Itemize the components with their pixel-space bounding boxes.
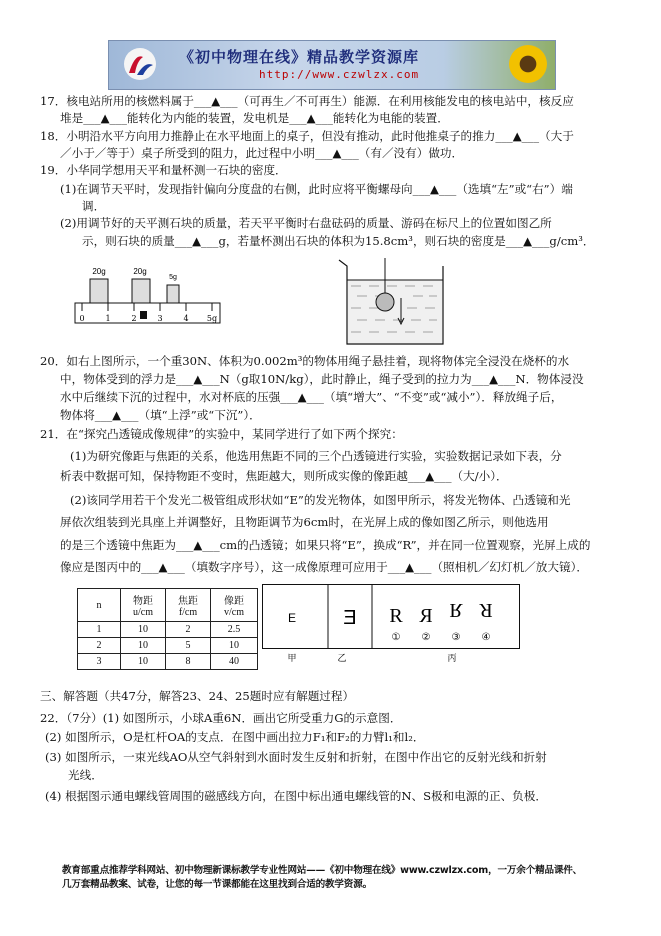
- table-row: [78, 622, 258, 638]
- weight-label-3: 5g: [169, 274, 177, 281]
- header-banner: [108, 40, 556, 90]
- banner-title: 《初中物理在线》精品教学资源库: [179, 48, 420, 66]
- table-cell: 2.5: [211, 622, 258, 638]
- q21-1-line-2: 析表中数据可知，保持物距不变时，焦距越大，则所成实像的像距越___▲___（大/小）．: [60, 469, 508, 483]
- q20-line-4: 物体将___▲___（填“上浮”或“下沉”）．: [60, 408, 261, 422]
- scale-tick-2: 2: [131, 314, 137, 323]
- scale-tick-5: 5g: [206, 314, 218, 323]
- table-header: 焦距 f/cm: [166, 589, 211, 622]
- footer-line-1: 教育部重点推荐学科网站、初中物理新课标教学专业性网站——《初中物理在线》www.czwlzx.com，一万余个精品课件、: [62, 865, 583, 876]
- q22-line-1: 22．（7分）(1) 如图所示，小球A重6N．画出它所受重力G的示意图．: [40, 711, 402, 725]
- q22-2: (2) 如图所示，O是杠杆OA的支点．在图中画出拉力F₁和F₂的力臂l₁和l₂．: [45, 730, 425, 744]
- scale-tick-4: 4: [183, 314, 189, 323]
- q21-1-line-1: (1)为研究像距与焦距的关系，他选用焦距不同的三个凸透镜进行实验，实验数据记录如下表，分: [70, 449, 562, 463]
- svg-text:R: R: [479, 599, 493, 621]
- label-yi: 乙: [337, 654, 347, 664]
- table-row: [78, 638, 258, 654]
- site-logo-icon: [123, 47, 157, 81]
- q19-2-line-1: (2)用调节好的天平测石块的质量，若天平平衡时右盘砝码的质量、游码在标尺上的位置如图乙所: [60, 216, 552, 230]
- table-cell: 2: [78, 638, 121, 654]
- label-bing: 丙: [447, 654, 457, 664]
- table-cell: 10: [121, 622, 166, 638]
- q18-line-1: 18．小明沿水平方向用力推静止在水平地面上的桌子，但没有推动，此时他推桌子的推力___▲___（大于: [40, 129, 574, 143]
- label-jia: 甲: [287, 654, 297, 664]
- image-orientation-figure: [262, 584, 520, 664]
- q18-line-2: ／小于／等于）桌子所受到的阻力，此过程中小明___▲___（有／没有）做功．: [60, 146, 464, 160]
- scale-tick-1: 1: [105, 314, 111, 323]
- q17-line-1: 17．核电站所用的核燃料属于___▲___（可再生／不可再生）能源．在利用核能发电的核电站中，核反应: [40, 94, 574, 108]
- svg-text:R: R: [419, 605, 433, 627]
- balance-rider-figure: [70, 265, 230, 335]
- q21-title: 21．在“探究凸透镜成像规律”的实验中，某同学进行了如下两个探究：: [40, 427, 403, 441]
- q20-line-1: 20．如右上图所示，一个重30N、体积为0.002m³的物体用绳子悬挂着，现将物体完全浸没在烧杯的水: [40, 354, 570, 368]
- table-header: 物距 u/cm: [121, 589, 166, 622]
- table-row: [78, 654, 258, 670]
- table-cell: 10: [121, 654, 166, 670]
- option-num-1: ①: [391, 632, 401, 643]
- table-cell: 10: [211, 638, 258, 654]
- table-cell: 1: [78, 622, 121, 638]
- table-header: 像距 v/cm: [211, 589, 258, 622]
- svg-text:R: R: [389, 605, 403, 627]
- svg-text:E: E: [343, 607, 357, 629]
- q21-2-line-3: 的是三个透镜中焦距为___▲___cm的凸透镜；如果只将“E”，换成“R”，并在同一位置观察，光屏上成的: [60, 538, 591, 552]
- weight-label-1: 20g: [92, 267, 106, 276]
- scale-tick-0: 0: [79, 314, 85, 323]
- q21-2-line-1: (2)该同学用若干个发光二极管组成形状如“E”的发光物体，如图甲所示，将发光物体、凸透镜和光: [70, 493, 571, 507]
- table-cell: 10: [121, 638, 166, 654]
- q20-line-3: 水中后继续下沉的过程中，水对杯底的压强___▲___（填“增大”、“不变”或“减小”）．释放绳子后，: [60, 390, 563, 404]
- option-num-2: ②: [421, 632, 431, 643]
- table-cell: 8: [166, 654, 211, 670]
- banner-url: http://www.czwlzx.com: [259, 68, 420, 81]
- lens-data-table: [77, 588, 258, 670]
- q22-3-line-1: (3) 如图所示，一束光线AO从空气斜射到水面时发生反射和折射，在图中作出它的反射光线和折射: [45, 750, 547, 764]
- scale-tick-3: 3: [157, 314, 163, 323]
- q21-2-line-2: 屏依次组装到光具座上并调整好，且物距调节为6cm时，在光屏上成的像如图乙所示，则他选用: [60, 515, 549, 529]
- q17-line-2: 堆是___▲___能转化为内能的装置，发电机是___▲___能转化为电能的装置．: [60, 111, 449, 125]
- q20-line-2: 中，物体受到的浮力是___▲___N（g取10N/kg），此时静止，绳子受到的拉力为___▲___N．物体浸没: [60, 372, 584, 386]
- option-num-3: ③: [451, 632, 461, 643]
- q21-2-line-4: 像应是图丙中的___▲___（填数字序号），这一成像原理可应用于___▲___（照相机／幻灯机／放大镜）．: [60, 560, 588, 574]
- table-cell: 5: [166, 638, 211, 654]
- beaker-figure: [335, 258, 455, 346]
- sunflower-icon: [509, 45, 547, 83]
- fig-e-small: E: [287, 611, 297, 625]
- table-cell: 40: [211, 654, 258, 670]
- table-cell: 3: [78, 654, 121, 670]
- q19-2-line-2: 示，则石块的质量___▲___g，若量杯测出石块的体积为15.8cm³，则石块的密度是___▲___g/cm³．: [82, 234, 595, 248]
- table-cell: 2: [166, 622, 211, 638]
- q22-3-line-2: 光线．: [68, 768, 103, 782]
- footer-line-2: 几万套精品教案、试卷，让您的每一节课都能在这里找到合适的教学资源。: [62, 879, 372, 890]
- q22-4: (4) 根据图示通电螺线管周围的磁感线方向，在图中标出通电螺线管的N、S极和电源的正、负极．: [45, 789, 547, 803]
- q19-title: 19．小华同学想用天平和量杯测一石块的密度．: [40, 163, 287, 177]
- section-3-title: 三、解答题（共47分，解答23、24、25题时应有解题过程）: [40, 689, 355, 703]
- option-num-4: ④: [481, 632, 491, 643]
- q19-1-line-2: 调．: [82, 199, 106, 213]
- table-header: n: [78, 589, 121, 622]
- q19-1-line-1: (1)在调节天平时，发现指针偏向分度盘的右侧，此时应将平衡螺母向___▲___（选填“左”或“右”）端: [60, 182, 573, 196]
- weight-label-2: 20g: [133, 267, 147, 276]
- svg-text:R: R: [449, 599, 463, 621]
